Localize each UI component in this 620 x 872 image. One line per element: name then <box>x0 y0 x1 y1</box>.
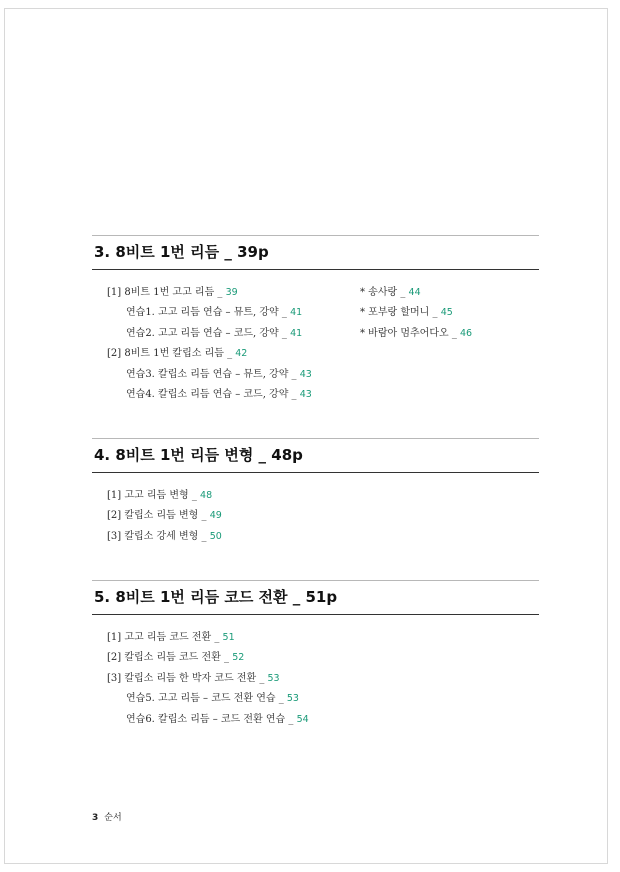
footer-label: 순서 <box>104 813 122 823</box>
toc-entry[interactable] <box>92 506 222 526</box>
toc-entry-text: * 송사랑 _ <box>360 287 409 298</box>
toc-entry[interactable] <box>92 385 312 405</box>
toc-entry-page[interactable]: 54 <box>296 713 309 725</box>
toc-entry-text: [2] 8비트 1번 칼립소 리듬 _ <box>107 348 236 360</box>
toc-entry-text: 연습4. 칼립소 리듬 연습 – 코드, 강약 _ <box>126 388 300 400</box>
toc-entry-page[interactable]: 53 <box>267 672 280 684</box>
section-title: 5. 8비트 1번 리듬 코드 전환 _ 51p <box>94 588 338 606</box>
toc-song-entry[interactable] <box>360 303 472 323</box>
toc-entry-page[interactable]: 43 <box>299 368 312 380</box>
toc-entry-text: [2] 칼립소 리듬 코드 전환 _ <box>107 652 233 664</box>
toc-entry-page[interactable]: 50 <box>209 530 222 542</box>
toc-entry-page[interactable]: 42 <box>235 348 248 360</box>
toc-song-entry[interactable] <box>360 324 472 344</box>
toc-entry-page[interactable]: 44 <box>408 287 421 298</box>
section-title: 3. 8비트 1번 리듬 _ 39p <box>94 243 269 261</box>
toc-entry-text: 연습5. 고고 리듬 – 코드 전환 연습 _ <box>126 693 287 705</box>
toc-entry-page[interactable]: 41 <box>290 327 303 339</box>
toc-entry-text: 연습1. 고고 리듬 연습 – 뮤트, 강약 _ <box>126 307 291 319</box>
toc-section-3 <box>92 235 539 400</box>
toc-entry-text: * 바람아 멈추어다오 _ <box>360 327 460 339</box>
toc-entry-text: [3] 칼립소 리듬 한 박자 코드 전환 _ <box>107 672 268 684</box>
page-footer <box>92 810 122 823</box>
toc-entry-page[interactable]: 45 <box>440 307 453 319</box>
toc-entry-page[interactable]: 41 <box>290 307 303 319</box>
toc-entry-page[interactable]: 46 <box>460 327 473 339</box>
section-bottom-rule <box>92 472 539 473</box>
section-title: 4. 8비트 1번 리듬 변형 _ 48p <box>94 446 303 464</box>
toc-entry-text: [1] 8비트 1번 고고 리듬 _ <box>107 287 226 298</box>
toc-entry[interactable] <box>92 669 309 689</box>
toc-entry[interactable] <box>92 689 309 709</box>
toc-entry-page[interactable]: 53 <box>286 693 299 705</box>
toc-entry[interactable] <box>92 303 312 323</box>
toc-entry[interactable] <box>92 324 312 344</box>
toc-left-column <box>92 283 312 405</box>
toc-entry-text: * 포부랑 할머니 _ <box>360 307 441 319</box>
toc-entry-text: [1] 고고 리듬 코드 전환 _ <box>107 632 223 643</box>
toc-entry[interactable] <box>92 365 312 385</box>
page-frame <box>4 8 608 864</box>
toc-entry[interactable] <box>92 486 222 506</box>
toc-entry-page[interactable]: 52 <box>232 652 245 664</box>
toc-entry-text: 연습2. 고고 리듬 연습 – 코드, 강약 _ <box>126 327 291 339</box>
toc-entry[interactable] <box>92 648 309 668</box>
footer-page-number: 3 <box>92 813 99 823</box>
toc-entry-page[interactable]: 39 <box>225 287 238 298</box>
toc-entry[interactable] <box>92 283 312 303</box>
toc-song-entry[interactable] <box>360 283 472 303</box>
section-bottom-rule <box>92 614 539 615</box>
toc-entry-page[interactable]: 43 <box>299 388 312 400</box>
toc-entry[interactable] <box>92 628 309 648</box>
toc-entry-text: [3] 칼립소 강세 변형 _ <box>107 530 210 542</box>
toc-right-column <box>360 283 472 344</box>
toc-entry-text: 연습6. 칼립소 리듬 – 코드 전환 연습 _ <box>126 713 297 725</box>
toc-entry-text: [1] 고고 리듬 변형 _ <box>107 490 201 501</box>
toc-section-4 <box>92 438 539 542</box>
toc-entry[interactable] <box>92 710 309 730</box>
toc-section-5 <box>92 580 539 725</box>
toc-entry-text: [2] 칼립소 리듬 변형 _ <box>107 510 210 522</box>
toc-entry-text: 연습3. 칼립소 리듬 연습 – 뮤트, 강약 _ <box>126 368 300 380</box>
toc-entry-page[interactable]: 49 <box>209 510 222 522</box>
toc-entry-page[interactable]: 51 <box>222 632 235 643</box>
toc-entry[interactable] <box>92 344 312 364</box>
toc-left-column <box>92 628 309 730</box>
toc-entry-page[interactable]: 48 <box>200 490 213 501</box>
toc-entry[interactable] <box>92 527 222 547</box>
section-bottom-rule <box>92 269 539 270</box>
toc-left-column <box>92 486 222 547</box>
